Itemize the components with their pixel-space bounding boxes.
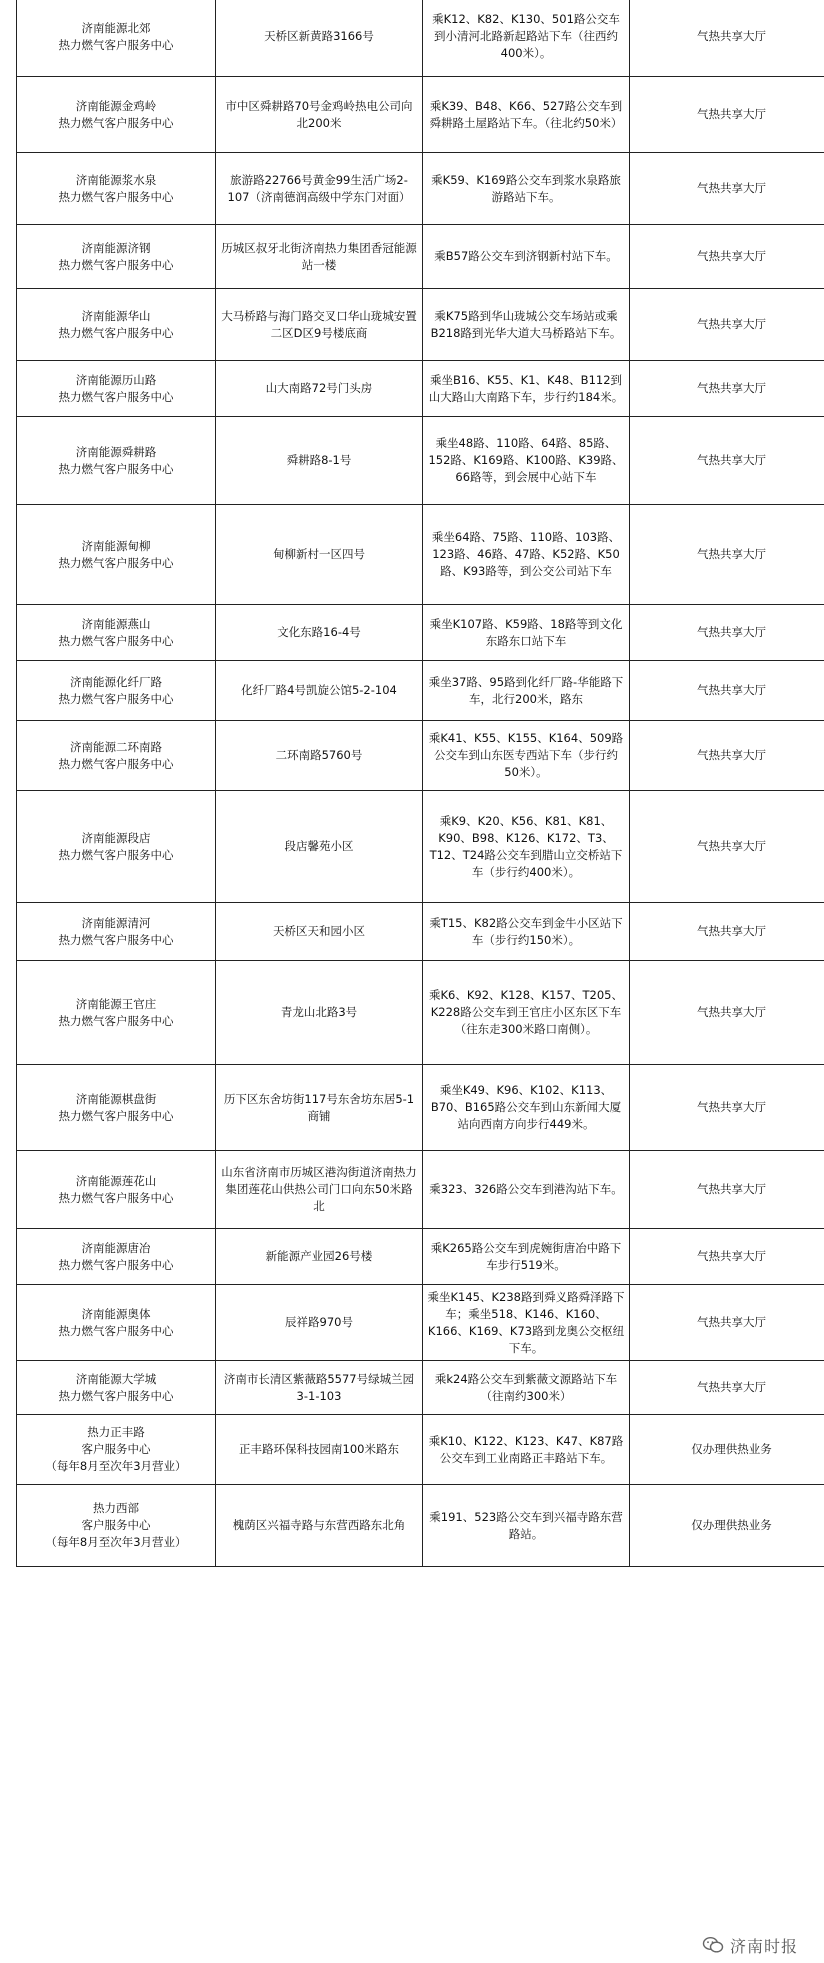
center-address-cell [216, 289, 423, 361]
service-type-cell [630, 1415, 824, 1485]
center-name: 热力西部 客户服务中心 （每年8月至次年3月营业） [45, 1501, 187, 1549]
service-type: 气热共享大厅 [697, 748, 766, 762]
bus-route: 乘K9、K20、K56、K81、K81、K90、B98、K126、K172、T3、T12、T24路公交车到腊山立交桥站下车（步行约400米）。 [429, 813, 623, 879]
table-row [17, 1151, 824, 1229]
bus-route-cell [423, 225, 630, 289]
bus-route: 乘K75路到华山珑城公交车场站或乘B218路到光华大道大马桥路站下车。 [430, 308, 622, 340]
bus-route: 乘323、326路公交车到港沟站下车。 [429, 1182, 623, 1196]
center-address: 山大南路72号门头房 [265, 381, 373, 395]
service-type-cell [630, 77, 824, 153]
center-name-cell [17, 0, 216, 77]
center-name-cell [17, 903, 216, 961]
service-type: 气热共享大厅 [697, 181, 766, 195]
bus-route: 乘191、523路公交车到兴福寺路东营路站。 [429, 1509, 623, 1541]
center-address: 大马桥路与海门路交叉口华山珑城安置二区D区9号楼底商 [221, 308, 417, 340]
service-type-cell [630, 0, 824, 77]
service-type: 气热共享大厅 [697, 547, 766, 561]
service-type-cell [630, 661, 824, 721]
center-address: 市中区舜耕路70号金鸡岭热电公司向北200米 [225, 98, 413, 130]
center-address: 化纤厂路4号凯旋公馆5-2-104 [241, 683, 397, 697]
center-name: 济南能源化纤厂路 热力燃气客户服务中心 [58, 674, 174, 706]
wechat-icon [702, 1936, 724, 1954]
service-type: 气热共享大厅 [697, 924, 766, 938]
center-name: 济南能源王官庄 热力燃气客户服务中心 [58, 996, 174, 1028]
center-name-cell [17, 1415, 216, 1485]
service-type-cell [630, 1229, 824, 1285]
bus-route: 乘K41、K55、K155、K164、509路公交车到山东医专西站下车（步行约50米）。 [428, 731, 624, 779]
service-type-cell [630, 791, 824, 903]
center-address-cell [216, 225, 423, 289]
center-name-cell [17, 1151, 216, 1229]
service-type-cell [630, 1285, 824, 1361]
center-name-cell [17, 791, 216, 903]
center-address: 槐荫区兴福寺路与东营西路东北角 [232, 1518, 406, 1532]
service-type: 气热共享大厅 [697, 625, 766, 639]
center-address: 新能源产业园26号楼 [265, 1249, 373, 1263]
center-address-cell [216, 961, 423, 1065]
bus-route: 乘K39、B48、K66、527路公交车到舜耕路土屋路站下车。（往北约50米） [429, 98, 623, 130]
center-address-cell [216, 0, 423, 77]
service-type-cell [630, 961, 824, 1065]
center-address-cell [216, 1485, 423, 1567]
service-center-table [16, 0, 824, 1567]
service-type-cell [630, 505, 824, 605]
center-address: 文化东路16-4号 [277, 625, 361, 639]
service-type: 仅办理供热业务 [691, 1442, 772, 1456]
table-row [17, 961, 824, 1065]
center-name-cell [17, 361, 216, 417]
service-type-cell [630, 1361, 824, 1415]
bus-route-cell [423, 661, 630, 721]
service-type-cell [630, 289, 824, 361]
service-type-cell [630, 1151, 824, 1229]
service-type: 气热共享大厅 [697, 1380, 766, 1394]
table-row [17, 791, 824, 903]
bus-route-cell [423, 0, 630, 77]
center-address-cell [216, 661, 423, 721]
service-type-cell [630, 225, 824, 289]
center-name-cell [17, 961, 216, 1065]
table-row [17, 1229, 824, 1285]
center-address: 天桥区天和园小区 [273, 924, 365, 938]
center-name: 济南能源金鸡岭 热力燃气客户服务中心 [58, 98, 174, 130]
center-name: 济南能源燕山 热力燃气客户服务中心 [58, 616, 174, 648]
center-name-cell [17, 1285, 216, 1361]
bus-route-cell [423, 1151, 630, 1229]
center-name-cell [17, 1485, 216, 1567]
center-address: 天桥区新黄路3166号 [264, 29, 374, 43]
table-row [17, 1065, 824, 1151]
service-type: 气热共享大厅 [697, 683, 766, 697]
center-name: 济南能源北郊 热力燃气客户服务中心 [58, 20, 174, 52]
center-address: 甸柳新村一区四号 [273, 547, 365, 561]
service-type: 气热共享大厅 [697, 453, 766, 467]
service-type-cell [630, 605, 824, 661]
bus-route-cell [423, 791, 630, 903]
bus-route: 乘K265路公交车到虎婉街唐冶中路下车步行519米。 [430, 1240, 622, 1272]
center-name-cell [17, 605, 216, 661]
bus-route: 乘T15、K82路公交车到金牛小区站下车（步行约150米）。 [429, 915, 623, 947]
center-address-cell [216, 1415, 423, 1485]
center-address-cell [216, 903, 423, 961]
table-row [17, 1415, 824, 1485]
bus-route-cell [423, 721, 630, 791]
bus-route: 乘坐37路、95路到化纤厂路-华能路下车，北行200米，路东 [428, 674, 624, 706]
center-name-cell [17, 1065, 216, 1151]
bus-route-cell [423, 1485, 630, 1567]
center-address: 旅游路22766号黄金99生活广场2-107（济南德润高级中学东门对面） [227, 172, 411, 204]
bus-route-cell [423, 505, 630, 605]
bus-route-cell [423, 1229, 630, 1285]
table-row [17, 225, 824, 289]
bus-route: 乘坐48路、110路、64路、85路、152路、K169路、K100路、K39路、66路等，到会展中心站下车 [428, 436, 624, 484]
center-address-cell [216, 505, 423, 605]
service-type: 气热共享大厅 [697, 1005, 766, 1019]
table-row [17, 721, 824, 791]
center-address: 正丰路环保科技园南100米路东 [239, 1442, 399, 1456]
table-row [17, 77, 824, 153]
center-name: 济南能源棋盘街 热力燃气客户服务中心 [58, 1091, 174, 1123]
center-name: 济南能源二环南路 热力燃气客户服务中心 [58, 739, 174, 771]
bus-route-cell [423, 1415, 630, 1485]
bus-route-cell [423, 417, 630, 505]
service-type-cell [630, 153, 824, 225]
center-name: 济南能源甸柳 热力燃气客户服务中心 [58, 538, 174, 570]
center-name: 济南能源段店 热力燃气客户服务中心 [58, 830, 174, 862]
table-row [17, 1285, 824, 1361]
bus-route-cell [423, 1285, 630, 1361]
service-type: 气热共享大厅 [697, 381, 766, 395]
table-row [17, 417, 824, 505]
bus-route: 乘K6、K92、K128、K157、T205、K228路公交车到王官庄小区东区下车（往东走300米路口南侧）。 [429, 988, 623, 1036]
center-address-cell [216, 791, 423, 903]
center-address-cell [216, 605, 423, 661]
center-name-cell [17, 1361, 216, 1415]
bus-route-cell [423, 605, 630, 661]
center-name: 济南能源莲花山 热力燃气客户服务中心 [58, 1173, 174, 1205]
table-row [17, 605, 824, 661]
center-name: 济南能源奥体 热力燃气客户服务中心 [58, 1306, 174, 1338]
table-row [17, 903, 824, 961]
center-name: 济南能源清河 热力燃气客户服务中心 [58, 915, 174, 947]
bus-route: 乘K10、K122、K123、K47、K87路公交车到工业南路正丰路站下车。 [428, 1433, 624, 1465]
center-name: 济南能源舜耕路 热力燃气客户服务中心 [58, 444, 174, 476]
center-address: 历下区东舍坊街117号东舍坊东居5-1商铺 [223, 1091, 415, 1123]
center-name: 济南能源济钢 热力燃气客户服务中心 [58, 240, 174, 272]
watermark [698, 1933, 802, 1957]
table-body [17, 0, 824, 1567]
bus-route-cell [423, 961, 630, 1065]
bus-route-cell [423, 153, 630, 225]
center-address-cell [216, 1285, 423, 1361]
center-address-cell [216, 1361, 423, 1415]
service-type: 仅办理供热业务 [691, 1518, 772, 1532]
center-name-cell [17, 661, 216, 721]
bus-route-cell [423, 903, 630, 961]
center-name: 济南能源大学城 热力燃气客户服务中心 [58, 1371, 174, 1403]
bus-route: 乘坐64路、75路、110路、103路、123路、46路、47路、K52路、K50路、K93路等，到公交公司站下车 [431, 530, 621, 578]
center-name-cell [17, 1229, 216, 1285]
bus-route: 乘B57路公交车到济钢新村站下车。 [434, 249, 618, 263]
table-row [17, 505, 824, 605]
service-type: 气热共享大厅 [697, 1249, 766, 1263]
center-name: 济南能源浆水泉 热力燃气客户服务中心 [58, 172, 174, 204]
center-name-cell [17, 505, 216, 605]
table-row [17, 0, 824, 77]
bus-route-cell [423, 77, 630, 153]
center-name: 热力正丰路 客户服务中心 （每年8月至次年3月营业） [45, 1425, 187, 1473]
center-address: 二环南路5760号 [275, 748, 363, 762]
bus-route: 乘坐K107路、K59路、18路等到文化东路东口站下车 [429, 616, 623, 648]
bus-route: 乘K59、K169路公交车到浆水泉路旅游路站下车。 [431, 172, 621, 204]
center-name: 济南能源历山路 热力燃气客户服务中心 [58, 372, 174, 404]
service-type-cell [630, 721, 824, 791]
center-name: 济南能源唐冶 热力燃气客户服务中心 [58, 1240, 174, 1272]
center-name: 济南能源华山 热力燃气客户服务中心 [58, 308, 174, 340]
bus-route-cell [423, 1065, 630, 1151]
center-address: 济南市长清区紫薇路5577号绿城兰园3-1-103 [223, 1371, 415, 1403]
bus-route-cell [423, 361, 630, 417]
center-address-cell [216, 1229, 423, 1285]
center-address: 历城区叔牙北街济南热力集团香冠能源站一楼 [221, 240, 417, 272]
center-address-cell [216, 1151, 423, 1229]
center-address-cell [216, 721, 423, 791]
center-address-cell [216, 417, 423, 505]
service-type-cell [630, 361, 824, 417]
service-type: 气热共享大厅 [697, 317, 766, 331]
table-row [17, 1485, 824, 1567]
service-type: 气热共享大厅 [697, 1182, 766, 1196]
center-address-cell [216, 1065, 423, 1151]
service-type-cell [630, 903, 824, 961]
service-type: 气热共享大厅 [697, 249, 766, 263]
table-row [17, 1361, 824, 1415]
bus-route: 乘k24路公交车到紫薇文源路站下车（往南约300米） [434, 1371, 618, 1403]
table-row [17, 289, 824, 361]
center-address: 辰祥路970号 [285, 1315, 353, 1329]
service-type: 气热共享大厅 [697, 29, 766, 43]
watermark-text: 济南时报 [729, 1936, 798, 1956]
center-address-cell [216, 153, 423, 225]
bus-route: 乘坐B16、K55、K1、K48、B112到山大路山大南路下车，步行约184米。 [428, 372, 624, 404]
center-name-cell [17, 77, 216, 153]
table-row [17, 153, 824, 225]
bus-route-cell [423, 289, 630, 361]
service-type: 气热共享大厅 [697, 1315, 766, 1329]
center-address: 舜耕路8-1号 [286, 453, 352, 467]
center-name-cell [17, 721, 216, 791]
service-type: 气热共享大厅 [697, 1100, 766, 1114]
center-name-cell [17, 417, 216, 505]
bus-route: 乘坐K145、K238路到舜义路舜泽路下车；乘坐518、K146、K160、K166、K169、K73路到龙奥公交枢纽下车。 [427, 1289, 625, 1355]
center-name-cell [17, 153, 216, 225]
table-row [17, 661, 824, 721]
center-name-cell [17, 289, 216, 361]
bus-route-cell [423, 1361, 630, 1415]
service-type-cell [630, 1485, 824, 1567]
center-address-cell [216, 77, 423, 153]
bus-route: 乘坐K49、K96、K102、K113、B70、B165路公交车到山东新闻大厦站向西南方向步行449米。 [430, 1083, 622, 1131]
service-type: 气热共享大厅 [697, 839, 766, 853]
service-type: 气热共享大厅 [697, 107, 766, 121]
bus-route: 乘K12、K82、K130、501路公交车到小清河北路新起路站下车（往西约400米）。 [432, 12, 620, 60]
center-address-cell [216, 361, 423, 417]
center-address: 段店馨苑小区 [284, 839, 354, 853]
table-row [17, 361, 824, 417]
center-address: 青龙山北路3号 [280, 1005, 358, 1019]
center-name-cell [17, 225, 216, 289]
service-type-cell [630, 417, 824, 505]
service-type-cell [630, 1065, 824, 1151]
center-address: 山东省济南市历城区港沟街道济南热力集团莲花山供热公司门口向东50米路北 [221, 1165, 417, 1213]
